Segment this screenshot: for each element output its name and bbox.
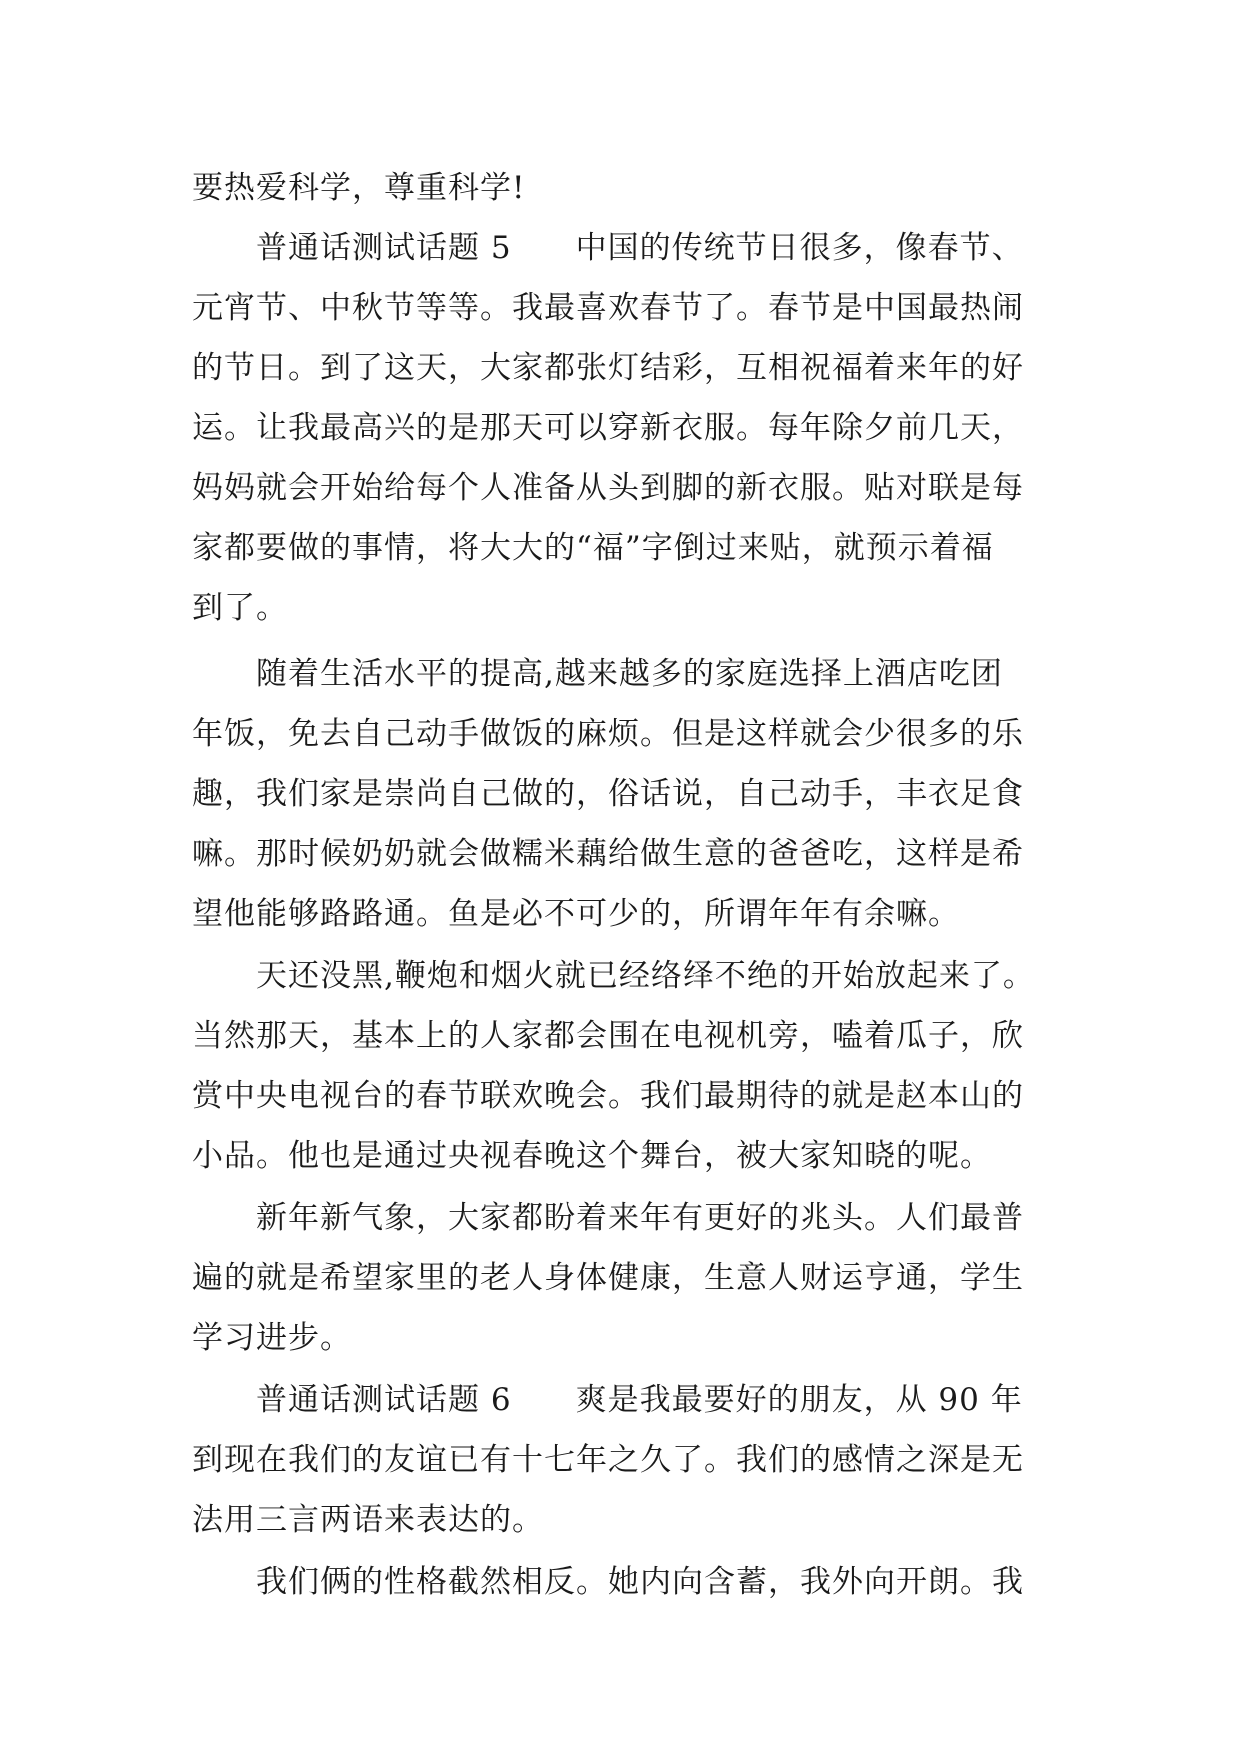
text-line: 随着生活水平的提高,越来越多的家庭选择上酒店吃团	[256, 656, 1003, 692]
text-line: 天还没黑,鞭炮和烟火就已经络绎不绝的开始放起来了。	[256, 958, 1035, 994]
text-line: 家都要做的事情，将大大的“福”字倒过来贴，就预示着福	[192, 530, 994, 566]
text-line: 我们俩的性格截然相反。她内向含蓄，我外向开朗。我	[256, 1564, 1024, 1600]
text-line: 当然那天，基本上的人家都会围在电视机旁，嗑着瓜子，欣	[192, 1018, 1024, 1054]
text-line: 到现在我们的友谊已有十七年之久了。我们的感情之深是无	[192, 1442, 1024, 1478]
text-line: 运。让我最高兴的是那天可以穿新衣服。每年除夕前几天，	[192, 410, 1024, 446]
text-line: 望他能够路路通。鱼是必不可少的，所谓年年有余嘛。	[192, 896, 960, 932]
text-line: 妈妈就会开始给每个人准备从头到脚的新衣服。贴对联是每	[192, 470, 1024, 506]
text-line: 要热爱科学，尊重科学!	[192, 170, 526, 206]
text-line: 到了。	[192, 590, 288, 626]
text-line: 元宵节、中秋节等等。我最喜欢春节了。春节是中国最热闹	[192, 290, 1024, 326]
text-line: 普通话测试话题 5 中国的传统节日很多，像春节、	[256, 230, 1024, 266]
text-line: 新年新气象，大家都盼着来年有更好的兆头。人们最普	[256, 1200, 1024, 1236]
text-line: 年饭，免去自己动手做饭的麻烦。但是这样就会少很多的乐	[192, 716, 1024, 752]
text-line: 普通话测试话题 6 爽是我最要好的朋友，从 90 年	[256, 1382, 1023, 1418]
text-line: 学习进步。	[192, 1320, 352, 1356]
text-line: 赏中央电视台的春节联欢晚会。我们最期待的就是赵本山的	[192, 1078, 1024, 1114]
text-line: 遍的就是希望家里的老人身体健康，生意人财运亨通，学生	[192, 1260, 1024, 1296]
text-line: 嘛。那时候奶奶就会做糯米藕给做生意的爸爸吃，这样是希	[192, 836, 1024, 872]
text-line: 法用三言两语来表达的。	[192, 1502, 544, 1538]
text-line: 小品。他也是通过央视春晚这个舞台，被大家知晓的呢。	[192, 1138, 992, 1174]
text-line: 趣，我们家是崇尚自己做的，俗话说，自己动手，丰衣足食	[192, 776, 1024, 812]
text-line: 的节日。到了这天，大家都张灯结彩，互相祝福着来年的好	[192, 350, 1024, 386]
